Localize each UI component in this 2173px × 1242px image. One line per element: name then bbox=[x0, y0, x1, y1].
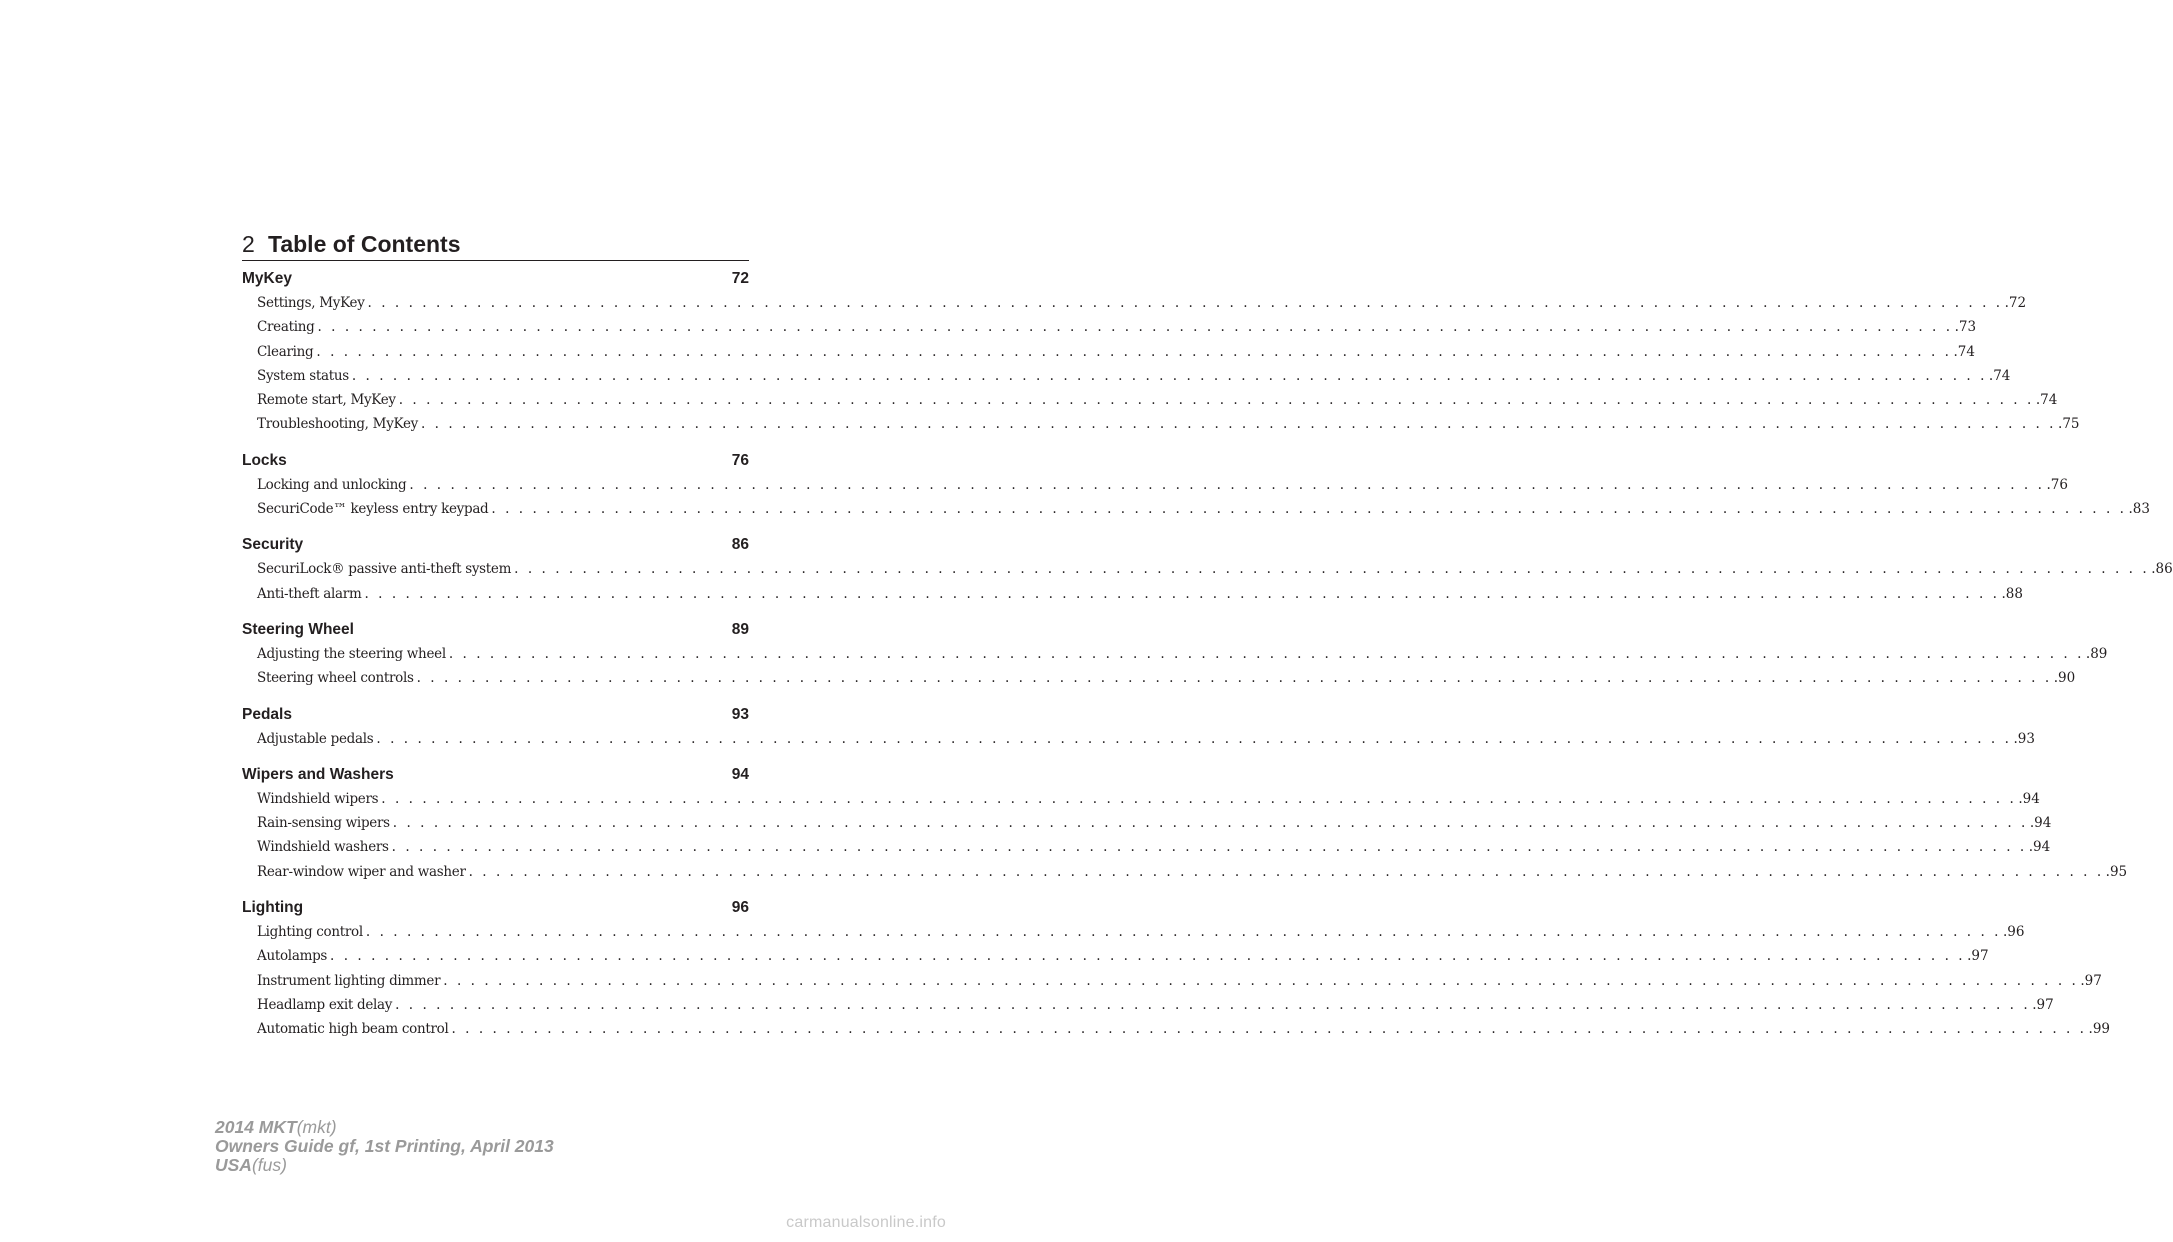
entry-page: .72 bbox=[2004, 295, 2027, 311]
toc-section bbox=[242, 617, 2108, 691]
dot-leader: . . . . . . . . . . . . . . . . . . . . . . . . . . . . . . . . . . . . . . . . . . . . . . . . . . . . . . . . . . . . . . . . . . . . . . . . . . . . . . . . . . . . . . . . . . . . . . . . . . . . . . . . . . . . . . . . . . . . . . . . bbox=[416, 670, 2052, 687]
entry-title: SecuriLock® passive anti-theft system bbox=[257, 561, 512, 578]
toc-section bbox=[242, 448, 2150, 522]
entry-title: Adjusting the steering wheel bbox=[257, 645, 446, 662]
entry-title: Anti-theft alarm bbox=[257, 585, 362, 602]
footer-market-line bbox=[215, 1156, 554, 1175]
toc-section bbox=[242, 266, 2080, 437]
entry-title: SecuriCode™ keyless entry keypad bbox=[257, 501, 489, 518]
entry-page: .94 bbox=[2028, 839, 2051, 856]
toc-entry[interactable] bbox=[242, 412, 2080, 436]
section-heading[interactable] bbox=[242, 532, 749, 557]
dot-leader: . . . . . . . . . . . . . . . . . . . . . . . . . . . . . . . . . . . . . . . . . . . . . . . . . . . . . . . . . . . . . . . . . . . . . . . . . . . . . . . . . . . . . . . . . . . . . . . . . . . . . . . . . . . . . . . . . . . . . . . . bbox=[448, 645, 2084, 662]
entry-page: .97 bbox=[1967, 948, 1989, 965]
footer-edition: Owners Guide gf, 1st Printing, April 2013 bbox=[215, 1136, 554, 1156]
dot-leader: . . . . . . . . . . . . . . . . . . . . . . . . . . . . . . . . . . . . . . . . . . . . . . . . . . . . . . . . . . . . . . . . . . . . . . . . . . . . . . . . . . . . . . . . . . . . . . . . . . . . . . . . . . . . . . . . . . . . . . . . bbox=[443, 972, 2079, 989]
entry-title: Troubleshooting, MyKey bbox=[257, 416, 418, 433]
dot-leader: . . . . . . . . . . . . . . . . . . . . . . . . . . . . . . . . . . . . . . . . . . . . . . . . . . . . . . . . . . . . . . . . . . . . . . . . . . . . . . . . . . . . . . . . . . . . . . . . . . . . . . . . . . . . . . . . . . . . . . . . bbox=[398, 392, 2034, 409]
entry-title: Headlamp exit delay bbox=[257, 996, 393, 1013]
entry-title: Instrument lighting dimmer bbox=[257, 972, 441, 989]
toc-entry[interactable] bbox=[242, 388, 2058, 412]
section-heading[interactable] bbox=[242, 448, 749, 473]
entry-title: Lighting control bbox=[257, 924, 363, 941]
entry-title: Rain-sensing wipers bbox=[257, 815, 390, 832]
entry-title: Steering wheel controls bbox=[257, 670, 414, 687]
toc-entry[interactable] bbox=[242, 291, 2027, 315]
section-page: 89 bbox=[731, 620, 749, 638]
toc-entry[interactable] bbox=[242, 1017, 2111, 1041]
dot-leader: . . . . . . . . . . . . . . . . . . . . . . . . . . . . . . . . . . . . . . . . . . . . . . . . . . . . . . . . . . . . . . . . . . . . . . . . . . . . . . . . . . . . . . . . . . . . . . . . . . . . . . . . . . . . . . . . . . . . . . . . bbox=[392, 815, 2028, 832]
dot-leader: . . . . . . . . . . . . . . . . . . . . . . . . . . . . . . . . . . . . . . . . . . . . . . . . . . . . . . . . . . . . . . . . . . . . . . . . . . . . . . . . . . . . . . . . . . . . . . . . . . . . . . . . . . . . . . . . . . . . . . . . bbox=[316, 343, 1952, 360]
dot-leader: . . . . . . . . . . . . . . . . . . . . . . . . . . . . . . . . . . . . . . . . . . . . . . . . . . . . . . . . . . . . . . . . . . . . . . . . . . . . . . . . . . . . . . . . . . . . . . . . . . . . . . . . . . . . . . . . . . . . . . . . bbox=[420, 416, 2057, 433]
toc-entry[interactable] bbox=[242, 473, 2068, 497]
section-page: 86 bbox=[731, 536, 749, 554]
entry-page: .73 bbox=[1954, 319, 1977, 336]
section-title: Security bbox=[242, 536, 304, 554]
entry-title: Autolamps bbox=[257, 948, 328, 965]
toc-entry[interactable] bbox=[242, 557, 2173, 581]
entry-page: .74 bbox=[2035, 392, 2058, 409]
toc-entry[interactable] bbox=[242, 993, 2054, 1017]
entry-title: Windshield wipers bbox=[257, 790, 379, 807]
toc-entry[interactable] bbox=[242, 811, 2052, 835]
entry-title: Rear-window wiper and washer bbox=[257, 863, 466, 880]
toc-entry[interactable] bbox=[242, 642, 2108, 666]
toc-entry[interactable] bbox=[242, 969, 2102, 993]
dot-leader: . . . . . . . . . . . . . . . . . . . . . . . . . . . . . . . . . . . . . . . . . . . . . . . . . . . . . . . . . . . . . . . . . . . . . . . . . . . . . . . . . . . . . . . . . . . . . . . . . . . . . . . . . . . . . . . . . . . . . . . . bbox=[491, 501, 2127, 518]
dot-leader: . . . . . . . . . . . . . . . . . . . . . . . . . . . . . . . . . . . . . . . . . . . . . . . . . . . . . . . . . . . . . . . . . . . . . . . . . . . . . . . . . . . . . . . . . . . . . . . . . . . . . . . . . . . . . . . . . . . . . . . . bbox=[451, 1021, 2087, 1038]
entry-page: .94 bbox=[2018, 790, 2040, 807]
toc-entry[interactable] bbox=[242, 364, 2011, 388]
entry-page: .95 bbox=[2105, 863, 2128, 880]
dot-leader: . . . . . . . . . . . . . . . . . . . . . . . . . . . . . . . . . . . . . . . . . . . . . . . . . . . . . . . . . . . . . . . . . . . . . . . . . . . . . . . . . . . . . . . . . . . . . . . . . . . . . . . . . . . . . . . . . . . . . . . . bbox=[409, 476, 2045, 493]
footer-model-line bbox=[215, 1118, 554, 1137]
dot-leader: . . . . . . . . . . . . . . . . . . . . . . . . . . . . . . . . . . . . . . . . . . . . . . . . . . . . . . . . . . . . . . . . . . . . . . . . . . . . . . . . . . . . . . . . . . . . . . . . . . . . . . . . . . . . . . . . . . . . . . . . bbox=[365, 924, 2001, 941]
toc-entry[interactable] bbox=[242, 315, 1977, 339]
print-footer bbox=[215, 1118, 554, 1175]
dot-leader: . . . . . . . . . . . . . . . . . . . . . . . . . . . . . . . . . . . . . . . . . . . . . . . . . . . . . . . . . . . . . . . . . . . . . . . . . . . . . . . . . . . . . . . . . . . . . . . . . . . . . . . . . . . . . . . . . . . . . . . . bbox=[395, 996, 2031, 1013]
toc-entry[interactable] bbox=[242, 860, 2128, 884]
section-page: 76 bbox=[731, 451, 749, 469]
dot-leader: . . . . . . . . . . . . . . . . . . . . . . . . . . . . . . . . . . . . . . . . . . . . . . . . . . . . . . . . . . . . . . . . . . . . . . . . . . . . . . . . . . . . . . . . . . . . . . . . . . . . . . . . . . . . . . . . . . . . . . . . bbox=[468, 863, 2104, 880]
table-of-contents bbox=[242, 266, 2173, 1053]
entry-page: .97 bbox=[2032, 996, 2054, 1013]
section-title: Locks bbox=[242, 451, 287, 469]
entry-page: .74 bbox=[1953, 343, 1975, 360]
page-header bbox=[242, 226, 749, 261]
section-page: 93 bbox=[731, 705, 749, 723]
entry-page: .86 bbox=[2151, 561, 2173, 578]
entry-title: Settings, MyKey bbox=[257, 295, 365, 311]
entry-page: .83 bbox=[2128, 501, 2150, 518]
footer-model: 2014 MKT bbox=[215, 1117, 297, 1137]
section-page: 96 bbox=[731, 899, 749, 917]
footer-model-code: (mkt) bbox=[296, 1117, 337, 1137]
dot-leader: . . . . . . . . . . . . . . . . . . . . . . . . . . . . . . . . . . . . . . . . . . . . . . . . . . . . . . . . . . . . . . . . . . . . . . . . . . . . . . . . . . . . . . . . . . . . . . . . . . . . . . . . . . . . . . . . . . . . . . . . bbox=[330, 948, 1966, 965]
toc-entry[interactable] bbox=[242, 497, 2150, 521]
entry-title: Adjustable pedals bbox=[257, 730, 374, 747]
entry-title: Clearing bbox=[257, 343, 314, 360]
entry-page: .75 bbox=[2058, 416, 2080, 433]
section-heading[interactable] bbox=[242, 895, 749, 920]
watermark: carmanualsonline.info bbox=[786, 1214, 946, 1231]
toc-section bbox=[242, 532, 2173, 606]
section-heading[interactable] bbox=[242, 762, 749, 787]
footer-market-code: (fus) bbox=[251, 1155, 287, 1175]
entry-page: .89 bbox=[2085, 645, 2108, 662]
toc-section bbox=[242, 895, 2111, 1041]
footer-edition-line bbox=[215, 1137, 554, 1156]
dot-leader: . . . . . . . . . . . . . . . . . . . . . . . . . . . . . . . . . . . . . . . . . . . . . . . . . . . . . . . . . . . . . . . . . . . . . . . . . . . . . . . . . . . . . . . . . . . . . . . . . . . . . . . . . . . . . . . . . . . . . . . . bbox=[381, 790, 2017, 807]
entry-page: .97 bbox=[2080, 972, 2102, 989]
section-heading[interactable] bbox=[242, 617, 749, 642]
toc-entry[interactable] bbox=[242, 727, 2035, 751]
entry-page: .96 bbox=[2002, 924, 2025, 941]
entry-page: .88 bbox=[2001, 585, 2023, 602]
dot-leader: . . . . . . . . . . . . . . . . . . . . . . . . . . . . . . . . . . . . . . . . . . . . . . . . . . . . . . . . . . . . . . . . . . . . . . . . . . . . . . . . . . . . . . . . . . . . . . . . . . . . . . . . . . . . . . . . . . . . . . . . bbox=[367, 295, 2003, 311]
dot-leader: . . . . . . . . . . . . . . . . . . . . . . . . . . . . . . . . . . . . . . . . . . . . . . . . . . . . . . . . . . . . . . . . . . . . . . . . . . . . . . . . . . . . . . . . . . . . . . . . . . . . . . . . . . . . . . . . . . . . . . . . bbox=[364, 585, 2000, 602]
toc-entry[interactable] bbox=[242, 666, 2076, 690]
section-page: 72 bbox=[731, 270, 749, 287]
toc-entry[interactable] bbox=[242, 944, 1989, 968]
section-title: Wipers and Washers bbox=[242, 765, 394, 783]
entry-title: Locking and unlocking bbox=[257, 476, 407, 493]
page-number: 2 bbox=[242, 231, 255, 257]
section-title: Pedals bbox=[242, 705, 292, 723]
dot-leader: . . . . . . . . . . . . . . . . . . . . . . . . . . . . . . . . . . . . . . . . . . . . . . . . . . . . . . . . . . . . . . . . . . . . . . . . . . . . . . . . . . . . . . . . . . . . . . . . . . . . . . . . . . . . . . . . . . . . . . . . bbox=[351, 367, 1987, 384]
toc-entry[interactable] bbox=[242, 582, 2023, 606]
toc-entry[interactable] bbox=[242, 340, 1975, 364]
entry-title: Creating bbox=[257, 319, 315, 336]
toc-section bbox=[242, 762, 2128, 884]
section-title: MyKey bbox=[242, 270, 292, 287]
page-title: Table of Contents bbox=[268, 231, 461, 257]
dot-leader: . . . . . . . . . . . . . . . . . . . . . . . . . . . . . . . . . . . . . . . . . . . . . . . . . . . . . . . . . . . . . . . . . . . . . . . . . . . . . . . . . . . . . . . . . . . . . . . . . . . . . . . . . . . . . . . . . . . . . . . . bbox=[317, 319, 1953, 336]
toc-entry[interactable] bbox=[242, 787, 2040, 811]
toc-entry[interactable] bbox=[242, 920, 2025, 944]
section-heading[interactable] bbox=[242, 266, 749, 291]
entry-title: Automatic high beam control bbox=[257, 1021, 449, 1038]
section-heading[interactable] bbox=[242, 702, 749, 727]
entry-title: Windshield washers bbox=[257, 839, 389, 856]
entry-title: Remote start, MyKey bbox=[257, 392, 396, 409]
entry-page: .90 bbox=[2053, 670, 2076, 687]
entry-page: .93 bbox=[2013, 730, 2035, 747]
dot-leader: . . . . . . . . . . . . . . . . . . . . . . . . . . . . . . . . . . . . . . . . . . . . . . . . . . . . . . . . . . . . . . . . . . . . . . . . . . . . . . . . . . . . . . . . . . . . . . . . . . . . . . . . . . . . . . . . . . . . . . . . bbox=[514, 561, 2150, 578]
toc-section bbox=[242, 702, 2035, 751]
footer-market: USA bbox=[215, 1155, 252, 1175]
entry-page: .99 bbox=[2088, 1021, 2111, 1038]
entry-title: System status bbox=[257, 367, 349, 384]
section-title: Lighting bbox=[242, 899, 304, 917]
entry-page: .76 bbox=[2046, 476, 2068, 493]
entry-page: .74 bbox=[1988, 367, 2011, 384]
entry-page: .94 bbox=[2029, 815, 2052, 832]
dot-leader: . . . . . . . . . . . . . . . . . . . . . . . . . . . . . . . . . . . . . . . . . . . . . . . . . . . . . . . . . . . . . . . . . . . . . . . . . . . . . . . . . . . . . . . . . . . . . . . . . . . . . . . . . . . . . . . . . . . . . . . . bbox=[391, 839, 2027, 856]
section-title: Steering Wheel bbox=[242, 620, 354, 638]
dot-leader: . . . . . . . . . . . . . . . . . . . . . . . . . . . . . . . . . . . . . . . . . . . . . . . . . . . . . . . . . . . . . . . . . . . . . . . . . . . . . . . . . . . . . . . . . . . . . . . . . . . . . . . . . . . . . . . . . . . . . . . . bbox=[376, 730, 2012, 747]
section-page: 94 bbox=[731, 765, 749, 783]
toc-entry[interactable] bbox=[242, 835, 2051, 859]
